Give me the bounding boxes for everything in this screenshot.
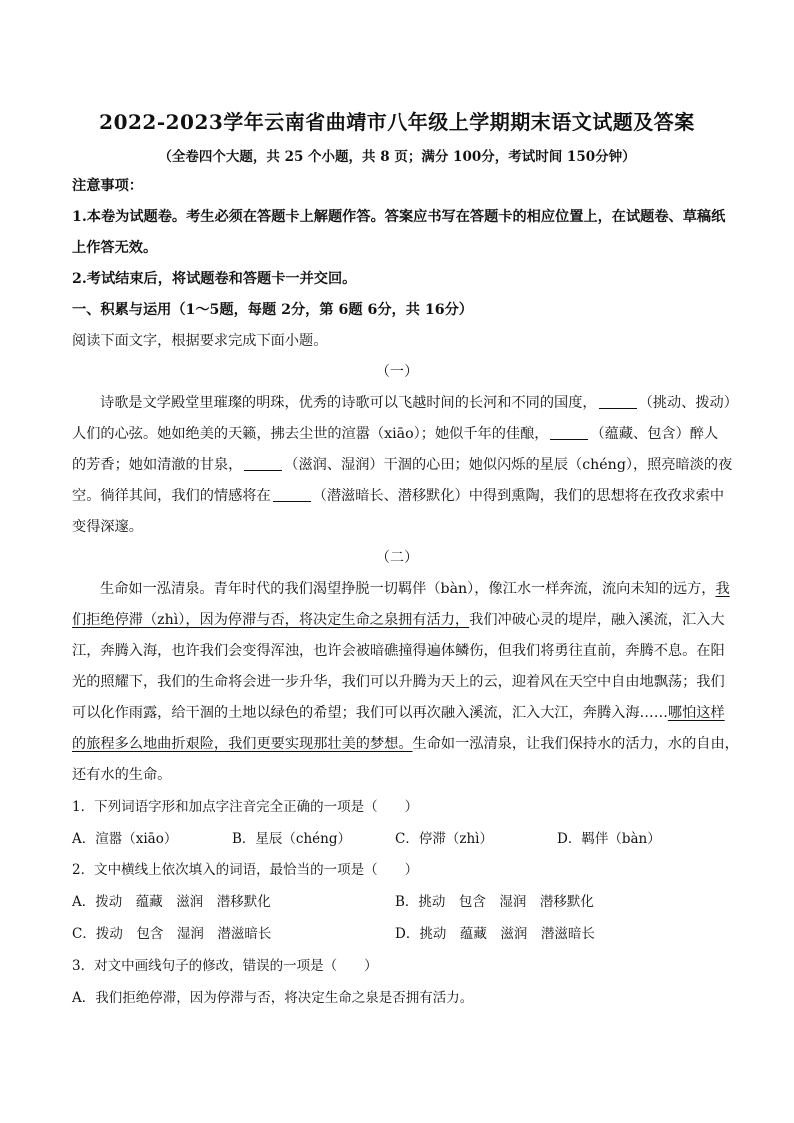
underlined-sentence: 哪怕这样	[667, 705, 725, 721]
underlined-sentence: 的旅程多么地曲折艰险，我们更要实现那壮美的梦想。	[72, 736, 413, 752]
question-2-stem: 2．文中横线上依次填入的词语，最恰当的一项是（ ）	[72, 862, 419, 878]
fill-blank	[273, 487, 311, 502]
exam-info: （全卷四个大题，共 25 个小题，共 8 页；满分 100分，考试时间 150分钟）	[158, 149, 636, 165]
q2-option-b: B．挑动 包含 湿润 潜移默化	[395, 894, 594, 910]
question-3-stem: 3．对文中画线句子的修改，错误的一项是（ ）	[72, 958, 378, 974]
question-1-stem: 1．下列词语字形和加点字注音完全正确的一项是（ ）	[72, 799, 419, 815]
q3-option-a: A．我们拒绝停滞，因为停滞与否，将决定生命之泉是否拥有活力。	[72, 990, 474, 1006]
fill-blank	[550, 425, 588, 440]
notice-heading: 注意事项：	[72, 178, 143, 194]
passage-1-line: 的芳香；她如清澈的甘泉， （滋润、湿润）干涸的心田；她似闪烁的星辰（chéng），照亮暗淡的夜	[72, 457, 733, 473]
q2-option-a: A．拨动 蕴藏 滋润 潜移默化	[72, 894, 271, 910]
notice-item-2: 2.考试结束后，将试题卷和答题卡一并交回。	[72, 271, 357, 287]
passage-1-line: 诗歌是文学殿堂里璀璨的明珠，优秀的诗歌可以飞越时间的长河和不同的国度， （挑动、拨动）	[100, 395, 738, 411]
passage-2-line: 江，奔腾入海，也许我们会变得浑浊，也许会被暗礁撞得遍体鳞伤，但我们将勇往直前，奔腾不息。在阳	[72, 643, 725, 659]
passage-1-label: （一）	[375, 364, 419, 380]
q2-option-c: C．拨动 包含 湿润 潜滋暗长	[72, 926, 272, 942]
underlined-sentence: 们拒绝停滞（zhì），因为停滞与否，将决定生命之泉拥有活力，	[72, 612, 470, 628]
notice-item-1-cont: 上作答无效。	[72, 240, 158, 256]
notice-item-1: 1.本卷为试题卷。考生必须在答题卡上解题作答。答案应书写在答题卡的相应位置上，在试题卷、草稿纸	[72, 209, 726, 225]
passage-2-line: 光的照耀下，我们的生命将会进一步升华，我们可以升腾为天上的云，迎着风在天空中自由地飘荡；我们	[72, 674, 725, 690]
q2-option-d: D．挑动 蕴藏 滋润 潜滋暗长	[395, 926, 595, 942]
passage-1-line: 空。徜徉其间，我们的情感将在 （潜滋暗长、潜移默化）中得到熏陶，我们的思想将在孜孜求索中	[72, 488, 725, 504]
passage-2-line: 可以化作雨露，给干涸的土地以绿色的希望；我们可以再次融入溪流，汇入大江，奔腾入海……哪怕这样	[72, 705, 725, 721]
q1-option-b: B．星辰（chéng）	[232, 831, 352, 847]
fill-blank	[599, 394, 637, 409]
passage-2-line: 还有水的生命。	[72, 767, 172, 783]
passage-2-line: 们拒绝停滞（zhì），因为停滞与否，将决定生命之泉拥有活力，我们冲破心灵的堤岸，融入溪流，汇入大	[72, 612, 725, 628]
passage-1-line: 人们的心弦。她如绝美的天籁，拂去尘世的渲嚣（xiāo）；她似千年的佳酿， （蕴藏、包含）醉人	[72, 426, 719, 442]
passage-2-line: 的旅程多么地曲折艰险，我们更要实现那壮美的梦想。生命如一泓清泉，让我们保持水的活力，水的自由，	[72, 736, 739, 752]
passage-2-line: 生命如一泓清泉。青年时代的我们渴望挣脱一切羁伴（bàn），像江水一样奔流，流向未知的远方，我	[100, 581, 730, 597]
passage-1-line: 变得深邃。	[72, 519, 143, 535]
page-title: 2022-2023学年云南省曲靖市八年级上学期期末语文试题及答案	[99, 110, 695, 134]
section-heading: 一、积累与运用（1～5题，每题 2分，第 6题 6分，共 16分）	[72, 302, 473, 318]
q1-option-d: D．羁伴（bàn）	[557, 831, 661, 847]
q1-option-a: A．渲嚣（xiāo）	[72, 831, 178, 847]
instruction: 阅读下面文字，根据要求完成下面小题。	[72, 333, 328, 349]
fill-blank	[244, 456, 282, 471]
passage-2-label: （二）	[375, 550, 419, 566]
underlined-sentence: 我	[715, 581, 730, 597]
q1-option-c: C．停滞（zhì）	[395, 831, 493, 847]
